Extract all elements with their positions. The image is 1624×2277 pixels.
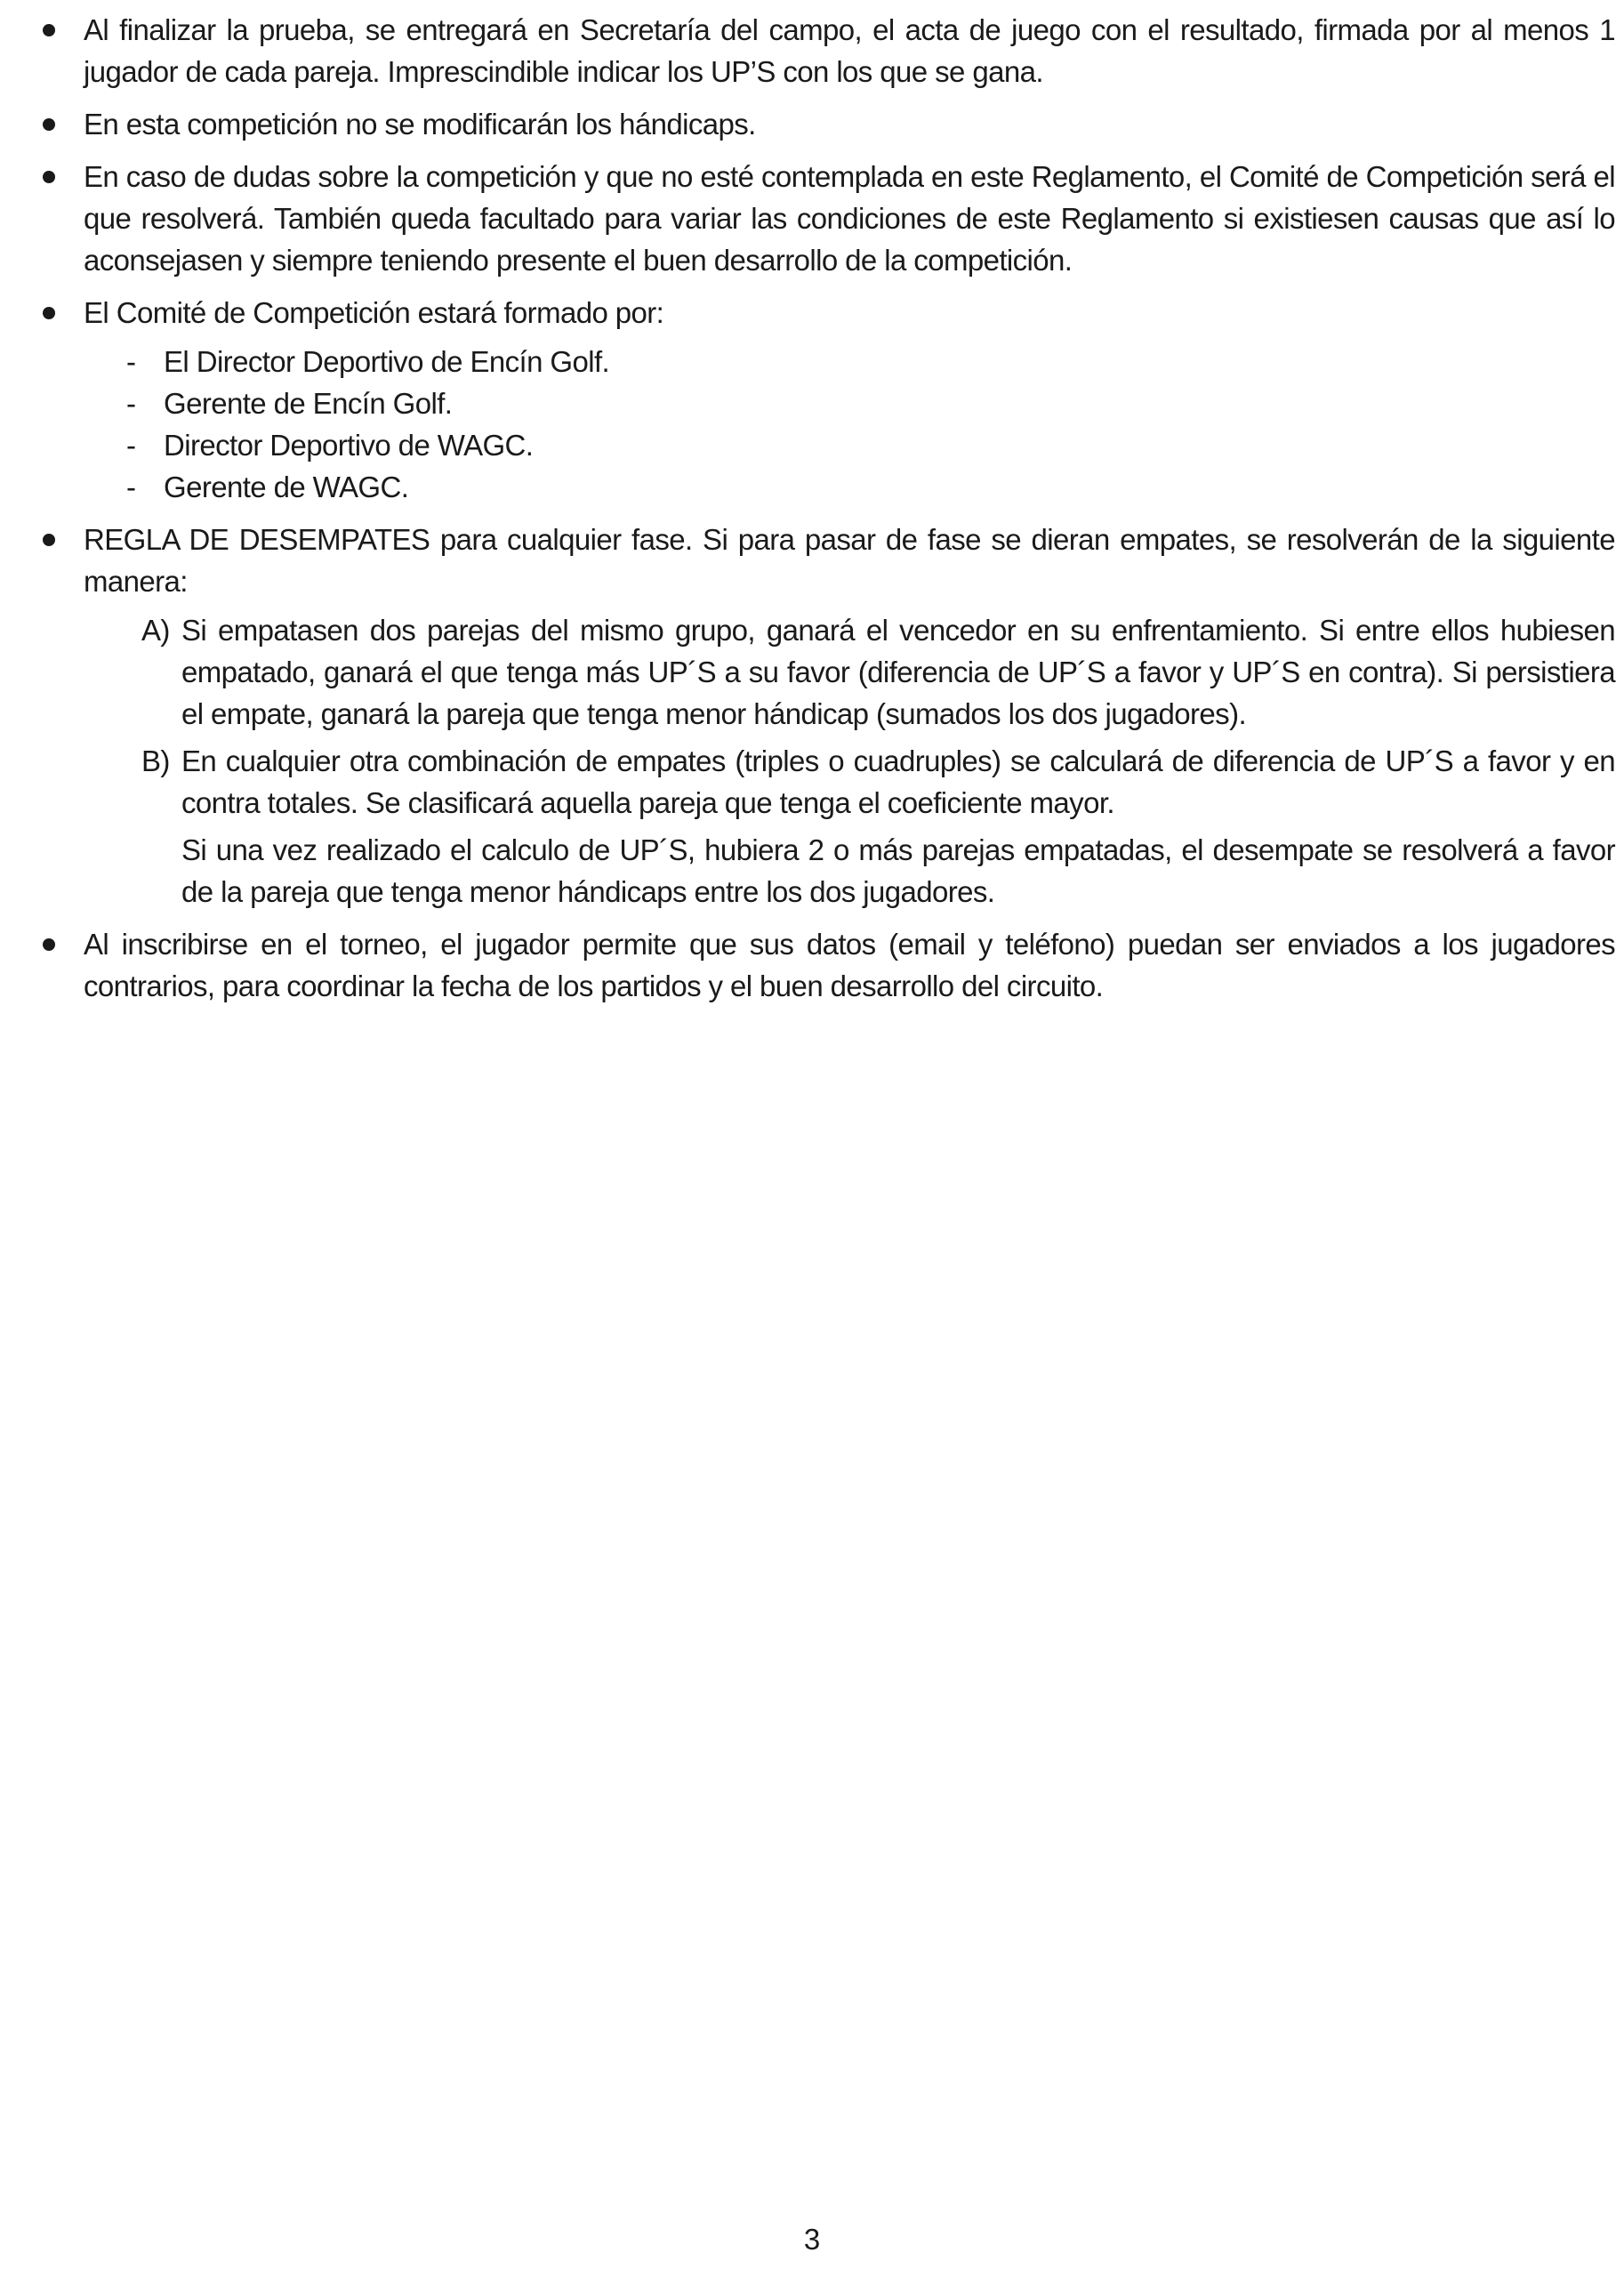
bullet-dot-icon — [43, 171, 55, 183]
bullet-text: En caso de dudas sobre la competición y que no esté contemplada en este Reglamento, el Comité de Competición será el que resolverá. También queda facultado para variar las condiciones de este Reglamento si existiesen causas que así lo aconsejasen y siempre teniendo presente el buen desarrollo de la competición. — [84, 160, 1615, 277]
committee-member — [126, 424, 1615, 466]
bullet-dot-icon — [43, 24, 55, 36]
bullet-item-committee — [41, 292, 1615, 508]
bullet-item-tiebreak — [41, 519, 1615, 913]
committee-member — [126, 382, 1615, 424]
committee-member — [126, 341, 1615, 382]
rule-letter: A) — [141, 614, 170, 647]
rule-paragraph: Si una vez realizado el calculo de UP´S, hubiera 2 o más parejas empatadas, el desempate se resolverá a favor de la pareja que tenga menor hándicaps entre los dos jugadores. — [181, 833, 1615, 908]
dash-marker: - — [126, 345, 136, 378]
committee-members-list — [84, 341, 1615, 508]
dash-marker: - — [126, 471, 136, 503]
committee-member-text: El Director Deportivo de Encín Golf. — [164, 345, 610, 378]
tiebreak-rules-list — [84, 609, 1615, 913]
bullet-text: Al finalizar la prueba, se entregará en Secretaría del campo, el acta de juego con el resultado, firmada por al menos 1 jugador de cada pareja. Imprescindible indicar los UP’S con los que se gana. — [84, 13, 1615, 88]
bullet-dot-icon — [43, 307, 55, 319]
bullet-text: REGLA DE DESEMPATES para cualquier fase. Si para pasar de fase se dieran empates, se resolverán de la siguiente manera: — [84, 523, 1615, 598]
committee-member-text: Director Deportivo de WAGC. — [164, 429, 534, 462]
dash-marker: - — [126, 387, 136, 420]
rule-paragraph: Si empatasen dos parejas del mismo grupo, ganará el vencedor en su enfrentamiento. Si entre ellos hubiesen empatado, ganará el que tenga más UP´S a su favor (diferencia de UP´S a favor y UP´S en contra). Si persistiera el empate, ganará la pareja que tenga menor hándicap (sumados los dos jugadores). — [181, 614, 1615, 730]
dash-marker: - — [126, 429, 136, 462]
rule-letter: B) — [141, 744, 170, 777]
bullet-dot-icon — [43, 534, 55, 546]
tiebreak-rule — [84, 609, 1615, 735]
bullet-item — [41, 923, 1615, 1007]
rule-paragraph: En cualquier otra combinación de empates (triples o cuadruples) se calculará de diferencia de UP´S a favor y en contra totales. Se clasificará aquella pareja que tenga el coeficiente mayor. — [181, 744, 1615, 819]
bullet-dot-icon — [43, 118, 55, 131]
committee-member-text: Gerente de WAGC. — [164, 471, 409, 503]
bullet-text: Al inscribirse en el torneo, el jugador permite que sus datos (email y teléfono) puedan ser enviados a los jugadores contrarios, para coordinar la fecha de los partidos y el buen desarrollo del circuito. — [84, 928, 1615, 1002]
tiebreak-rule — [84, 740, 1615, 913]
page-number: 3 — [803, 2223, 821, 2256]
bullet-item — [41, 103, 1615, 145]
bullet-text: El Comité de Competición estará formado por: — [84, 296, 664, 329]
committee-member-text: Gerente de Encín Golf. — [164, 387, 453, 420]
bullet-item — [41, 156, 1615, 281]
rules-body — [41, 9, 1615, 1018]
bullet-item — [41, 9, 1615, 93]
committee-member — [126, 466, 1615, 508]
bullet-text: En esta competición no se modificarán los hándicaps. — [84, 108, 756, 141]
bullet-dot-icon — [43, 938, 55, 951]
